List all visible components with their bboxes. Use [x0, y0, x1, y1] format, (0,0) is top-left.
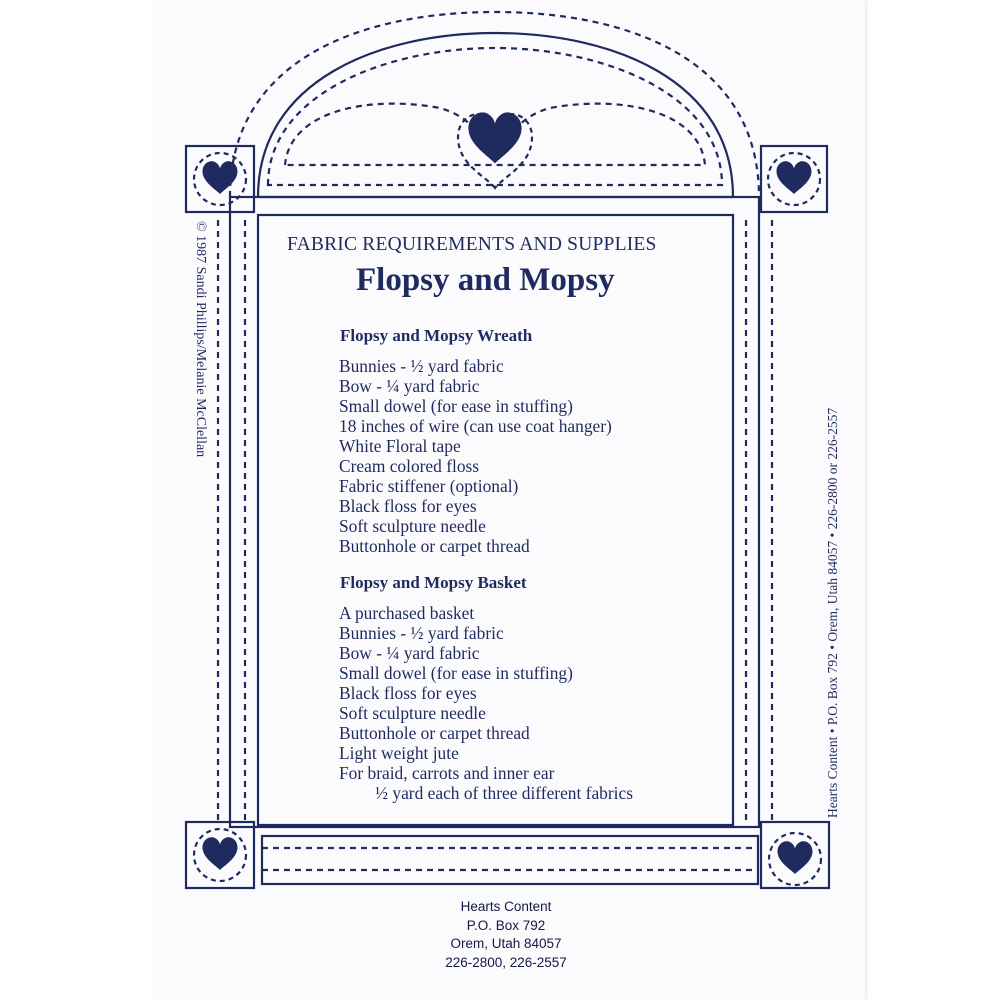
address-line: Orem, Utah 84057	[450, 936, 562, 951]
list-item: Bow - ¼ yard fabric	[339, 376, 480, 396]
list-item: Black floss for eyes	[339, 683, 477, 703]
publisher-side-text: Hearts Content • P.O. Box 792 • Orem, Utah 84057 • 226-2800 or 226-2557	[825, 407, 840, 818]
document-heading: FABRIC REQUIREMENTS AND SUPPLIES	[287, 234, 657, 255]
list-item: For braid, carrots and inner ear	[339, 763, 555, 783]
wreath-supply-list	[339, 356, 612, 556]
heart-icon	[778, 841, 813, 874]
list-item: Bunnies - ½ yard fabric	[339, 623, 504, 643]
wreath-section-title: Flopsy and Mopsy Wreath	[340, 326, 533, 345]
list-item: Light weight jute	[339, 743, 459, 763]
list-item: Buttonhole or carpet thread	[339, 723, 530, 743]
address-line: 226-2800, 226-2557	[445, 954, 567, 970]
list-item: Soft sculpture needle	[339, 516, 486, 536]
address-line: P.O. Box 792	[466, 917, 546, 933]
heart-icon	[468, 112, 521, 163]
list-item: Small dowel (for ease in stuffing)	[339, 396, 573, 416]
heart-icon	[777, 161, 812, 194]
list-item: Small dowel (for ease in stuffing)	[339, 663, 573, 683]
publisher-address	[406, 898, 606, 972]
copyright-notice: © 1987 Sandi Phillips/Melanie McClellan	[193, 221, 208, 458]
heart-icon	[203, 161, 238, 194]
list-item: Soft sculpture needle	[339, 703, 486, 723]
address-line: Hearts Content	[460, 899, 552, 914]
list-item: 18 inches of wire (can use coat hanger)	[339, 416, 612, 436]
list-item: Black floss for eyes	[339, 496, 477, 516]
list-item: White Floral tape	[339, 436, 461, 456]
list-item: Cream colored floss	[339, 456, 480, 476]
basket-section-title: Flopsy and Mopsy Basket	[340, 573, 527, 592]
heart-icon	[203, 837, 238, 870]
list-item: Bunnies - ½ yard fabric	[339, 356, 504, 376]
list-item: Buttonhole or carpet thread	[339, 536, 530, 556]
list-item: Fabric stiffener (optional)	[339, 476, 519, 496]
list-item: ½ yard each of three different fabrics	[375, 783, 633, 803]
list-item: Bow - ¼ yard fabric	[339, 643, 480, 663]
document-title: Flopsy and Mopsy	[356, 262, 615, 298]
list-item: A purchased basket	[339, 603, 475, 623]
basket-supply-list	[339, 603, 633, 803]
